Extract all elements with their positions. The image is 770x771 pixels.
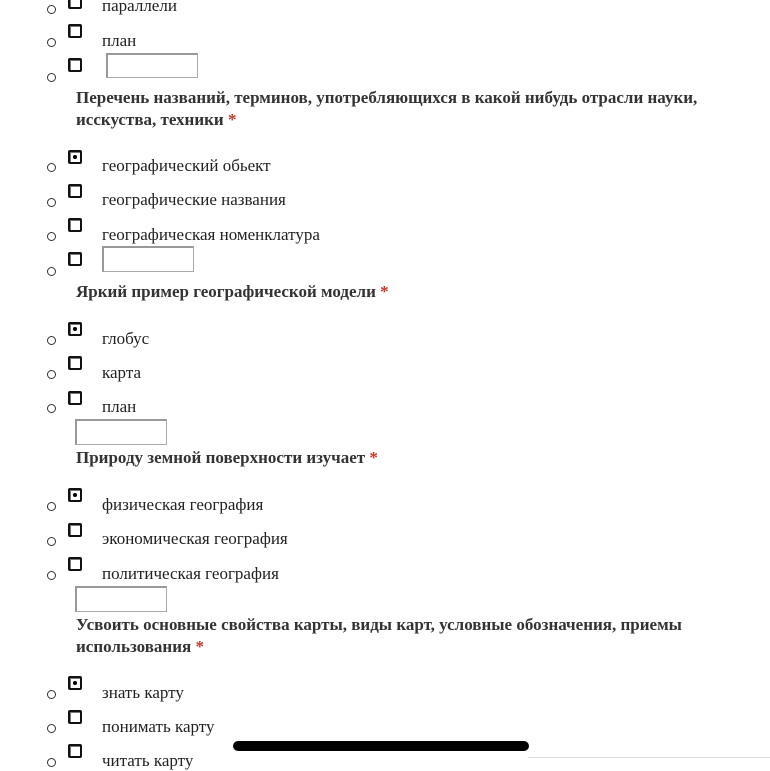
option-label: географические названия	[102, 190, 286, 209]
list-bullet	[47, 198, 56, 207]
question-text: Перечень названий, терминов, употребляющихся в какой нибудь отрасли науки, исскуства, техники	[76, 88, 698, 129]
list-bullet	[47, 267, 56, 276]
list-bullet	[47, 232, 56, 241]
required-marker: *	[227, 110, 237, 129]
radio-option-ponimat-kartu[interactable]	[68, 710, 82, 724]
radio-option-other[interactable]	[68, 58, 82, 72]
list-bullet	[47, 336, 56, 345]
radio-option-phys-geo[interactable]	[68, 488, 82, 502]
option-label: карта	[102, 363, 142, 382]
option-label: политическая география	[102, 564, 279, 583]
radio-option-geo-names[interactable]	[68, 184, 82, 198]
divider	[528, 757, 770, 758]
radio-option-other[interactable]	[68, 252, 82, 266]
list-bullet	[47, 571, 56, 580]
option-label: географическая номенклатура	[102, 225, 320, 244]
radio-option-chitat-kartu[interactable]	[68, 744, 82, 758]
question-title	[76, 614, 756, 658]
question-title	[76, 281, 736, 303]
option-label: физическая география	[102, 495, 264, 514]
list-bullet	[47, 758, 56, 767]
list-bullet	[47, 370, 56, 379]
list-bullet	[47, 5, 56, 14]
option-label: план	[102, 397, 137, 416]
radio-option-plan[interactable]	[68, 24, 82, 38]
radio-option-geo-nomenclature[interactable]	[68, 218, 82, 232]
list-bullet	[47, 404, 56, 413]
question-title	[76, 447, 736, 469]
option-label: читать карту	[102, 751, 194, 770]
radio-option-karta[interactable]	[68, 356, 82, 370]
radio-option-polit-geo[interactable]	[68, 557, 82, 571]
radio-option-paralleli[interactable]	[68, 0, 82, 9]
list-bullet	[47, 38, 56, 47]
option-label: экономическая география	[102, 529, 288, 548]
option-label: глобус	[102, 329, 150, 348]
question-text: Усвоить основные свойства карты, виды карт, условные обозначения, приемы использования	[76, 615, 682, 656]
radio-option-znat-kartu[interactable]	[68, 676, 82, 690]
home-indicator-bar[interactable]	[233, 741, 529, 751]
question-text: Природу земной поверхности изучает	[76, 448, 366, 467]
other-answer-input[interactable]	[102, 246, 194, 272]
radio-option-econ-geo[interactable]	[68, 523, 82, 537]
radio-option-geo-object[interactable]	[68, 150, 82, 164]
list-bullet	[47, 690, 56, 699]
other-answer-input[interactable]	[75, 586, 167, 612]
option-label: знать карту	[102, 683, 184, 702]
required-marker: *	[369, 448, 378, 467]
option-label: параллели	[102, 0, 177, 15]
question-title	[76, 87, 736, 131]
option-label: план	[102, 31, 137, 50]
list-bullet	[47, 724, 56, 733]
list-bullet	[47, 73, 56, 82]
other-answer-input[interactable]	[75, 419, 167, 445]
option-label: географический обьект	[102, 156, 271, 175]
required-marker: *	[380, 282, 389, 301]
radio-option-plan[interactable]	[68, 391, 82, 405]
other-answer-input[interactable]	[106, 53, 198, 78]
option-label: понимать карту	[102, 717, 215, 736]
question-text: Яркий пример географической модели	[76, 282, 376, 301]
list-bullet	[47, 163, 56, 172]
radio-option-globus[interactable]	[68, 322, 82, 336]
list-bullet	[47, 537, 56, 546]
list-bullet	[47, 502, 56, 511]
required-marker: *	[195, 637, 204, 656]
